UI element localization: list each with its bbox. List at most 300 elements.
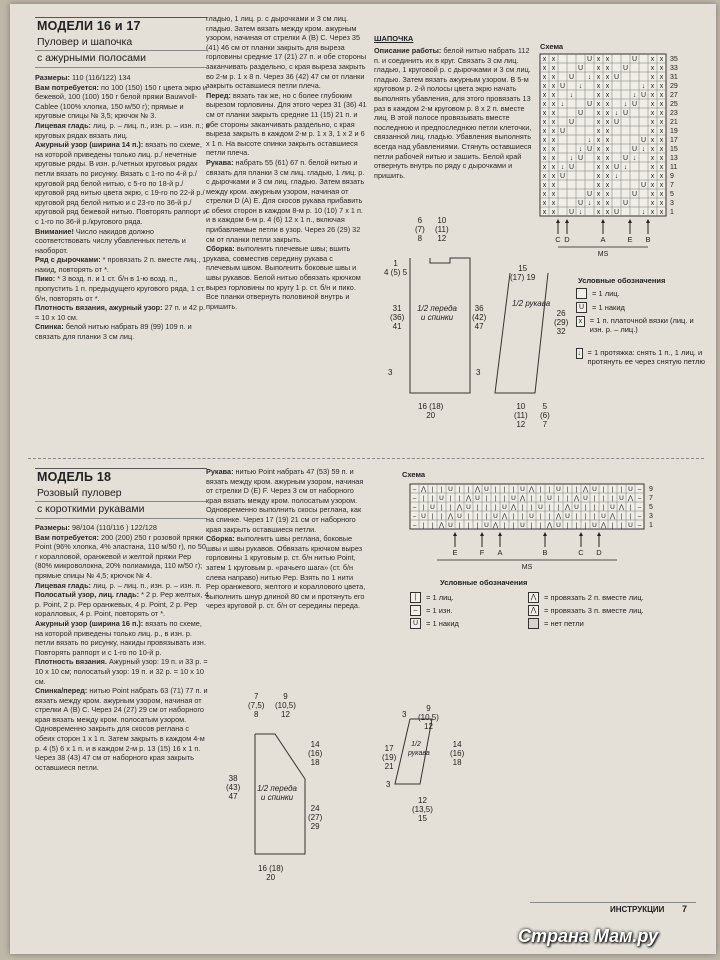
svg-text:x: x — [551, 83, 556, 90]
scheme-18-ms-label: MS — [521, 564, 533, 571]
no-stitch-symbol-icon — [528, 618, 539, 629]
model-16-paragraph: Пико: * 3 возд. п. и 1 ст. б/н в 1-ю возд. п., пропустить 1 п. предыдущего кругового ряда, 1 ст. б/н, повторять от *. — [35, 274, 206, 303]
svg-text:U: U — [493, 513, 498, 520]
svg-text:U: U — [610, 504, 615, 511]
svg-text:|: | — [584, 504, 587, 511]
svg-text:–: – — [637, 522, 642, 529]
page-number: 7 — [682, 904, 688, 914]
svg-text:x: x — [551, 65, 556, 72]
svg-text:⋀: ⋀ — [582, 486, 589, 493]
svg-text:x: x — [650, 209, 655, 216]
p18-bottom: 16 (18) 20 — [258, 864, 284, 882]
svg-text:x: x — [551, 155, 556, 162]
model-16-subtitle-2: с ажурными полосами — [37, 52, 147, 64]
svg-text:U: U — [631, 146, 638, 153]
p16-top1: 6 (7) 8 — [415, 216, 425, 243]
svg-text:x: x — [650, 164, 655, 171]
svg-text:|: | — [485, 513, 488, 520]
svg-text:|: | — [620, 513, 623, 520]
svg-text:|: | — [467, 486, 470, 493]
svg-text:U: U — [622, 155, 629, 162]
model-18-paragraph: Рукава: нитью Point набрать 47 (53) 59 п. и вязать между кром. ажурным узором, начиная от стрелки D (E) F. Через 3 см от наборного края вязать между кром. полосатым узором. Одновременно выполнить скосы реглана, как на спинке. Через 17 (19) 21 см от наборного края закрыть оставшиеся петли. — [206, 467, 364, 534]
model-18-paragraph: Вам потребуется: 200 (200) 250 г розовой пряжи Point (96% хлопка, 4% эластана, 110 м/50 г), по 50 г коралловой, оранжевой и желтой пряжи Pep (80% микроволокна, 20% полиамида, 110 м/50 г); прямые спицы № 4,5; крючок № 4. — [35, 532, 206, 580]
svg-text:|: | — [566, 495, 569, 502]
model-16-paragraph: Перед: вязать так же, но с более глубоким вырезом горловины. Для этого через 31 (36) 41 см от планки закрыть средние 11 (15) 21 п. и обе стороны заканчивать раздельно, с края выреза закрыть в каждом 2-м р. 1 х 3, 1 х 2 и 6 х 1 п. На высоте спинки закрыть оставшиеся петли плеча. — [206, 90, 367, 158]
knit-symbol-icon: | — [410, 592, 421, 603]
svg-text:x: x — [605, 119, 610, 126]
svg-text:↓: ↓ — [641, 146, 646, 153]
scheme-16-arrow-label: D — [564, 235, 570, 244]
scheme-18-arrow-label: F — [479, 548, 485, 557]
svg-text:|: | — [431, 513, 434, 520]
svg-text:|: | — [521, 504, 524, 511]
svg-text:–: – — [412, 495, 417, 502]
svg-text:x: x — [659, 173, 664, 180]
svg-text:x: x — [659, 164, 664, 171]
svg-text:x: x — [596, 101, 601, 108]
svg-text:x: x — [551, 56, 556, 63]
scheme-18-row-number: 5 — [649, 504, 653, 511]
k2tog-symbol-icon: ⋀ — [528, 592, 539, 603]
scheme-16-row-number: 23 — [670, 110, 678, 117]
svg-text:U: U — [586, 146, 593, 153]
svg-text:|: | — [584, 522, 587, 529]
svg-text:U: U — [613, 74, 620, 81]
scheme-16-row-number: 27 — [670, 92, 678, 99]
svg-text:|: | — [611, 486, 614, 493]
svg-text:U: U — [547, 495, 552, 502]
svg-text:⋀: ⋀ — [555, 513, 562, 520]
svg-text:x: x — [650, 191, 655, 198]
svg-text:|: | — [503, 495, 506, 502]
svg-text:U: U — [565, 513, 570, 520]
svg-text:U: U — [577, 200, 584, 207]
model-16-paragraph: Рукава: набрать 55 (61) 67 п. белой нитью и связать для планки 3 см лиц. гладью, 1 лиц. р. с дырочками и 3 см лиц. гладью. Затем вязать между кром. ажурным узором, начиная от стрелки D (А) Е. Для скосов рукава прибавить с обеих сторон в каждом 8-м р. 10 (10) 7 х 1 п. и в каждом 6-м р. 4 (6) 12 х 1 п., включая прибавляемые петли в узор. Через 26 (29) 32 см от планки петли закрыть. — [206, 157, 365, 244]
svg-text:x: x — [605, 173, 610, 180]
p16-sleeve-b1: 10 (11) 12 — [514, 402, 528, 429]
svg-text:U: U — [556, 522, 561, 529]
svg-text:x: x — [605, 200, 610, 207]
svg-text:U: U — [583, 495, 588, 502]
svg-text:|: | — [431, 486, 434, 493]
svg-text:–: – — [412, 522, 417, 529]
svg-text:x: x — [542, 173, 547, 180]
svg-text:U: U — [628, 522, 633, 529]
svg-text:x: x — [596, 92, 601, 99]
svg-text:U: U — [586, 191, 593, 198]
svg-text:↓: ↓ — [623, 101, 628, 108]
scheme-18-row-number: 1 — [649, 522, 653, 529]
svg-text:U: U — [484, 522, 489, 529]
svg-text:|: | — [458, 522, 461, 529]
svg-text:|: | — [539, 513, 542, 520]
scheme-16-arrow-label: B — [645, 235, 651, 244]
svg-text:x: x — [659, 200, 664, 207]
svg-text:x: x — [659, 146, 664, 153]
svg-text:|: | — [575, 522, 578, 529]
p16-sleeve-piece: 1/2 рукава — [512, 299, 551, 308]
legend-16-item-yo: U = 1 накид — [576, 302, 625, 313]
svg-text:x: x — [551, 101, 556, 108]
svg-text:↓: ↓ — [587, 74, 592, 81]
model-16-paragraph: Внимание! Число накидов должно соответствовать числу убавленных петель и наоборот. — [35, 226, 186, 255]
svg-text:U: U — [613, 119, 620, 126]
svg-text:U: U — [484, 486, 489, 493]
legend-18-k2tog: ⋀ = провязать 2 п. вместе лиц. — [528, 592, 644, 603]
svg-text:x: x — [542, 137, 547, 144]
model-18-paragraph: Спинка/перед: нитью Point набрать 63 (71) 77 п. и вязать между кром. ажурным узором, начиная от стрелки А (В) С. Через 24 (27) 29 см от наборного края вязать между кром. полосатым узором. Одновременно закрыть для скосов реглана с обеих сторон 1 х 1 п. Затем закрыть в каждом 4-м р. 4 (5) 6 х 1 п. и в каждом 2-м р. 13 (15) 16 х 1 п. Через 38 (43) 47 см от наборного края закрыть оставшиеся петли. — [35, 686, 208, 772]
svg-text:U: U — [640, 92, 647, 99]
svg-text:x: x — [650, 200, 655, 207]
hat-instructions — [374, 46, 532, 180]
svg-text:|: | — [593, 513, 596, 520]
svg-text:U: U — [448, 486, 453, 493]
svg-text:|: | — [503, 486, 506, 493]
svg-text:x: x — [605, 65, 610, 72]
svg-text:x: x — [551, 137, 556, 144]
scheme-18-title: Схема — [402, 470, 426, 479]
svg-text:x: x — [551, 200, 556, 207]
svg-text:⋀: ⋀ — [618, 504, 625, 511]
svg-text:⋀: ⋀ — [465, 495, 472, 502]
hat-title: ШАПОЧКА — [374, 34, 414, 43]
svg-text:x: x — [542, 191, 547, 198]
scheme-16-row-number: 31 — [670, 74, 678, 81]
svg-text:x: x — [650, 173, 655, 180]
model-16-paragraph: гладью, 1 лиц. р. с дырочками и 3 см лиц. гладью. Затем вязать между кром. ажурным узором, начиная от стрелки А (В) С. Через 35 (41) 46 см от планки закрыть для выреза горловины средние 17 (21) 27 п. и обе стороны заканчивать раздельно, с края выреза закрыть во 2-м р. 1 х 8 п. Через 36 (42) 47 см от планки закрыть оставшиеся петли плеча. — [206, 14, 367, 91]
svg-text:|: | — [431, 495, 434, 502]
svg-text:⋀: ⋀ — [492, 522, 499, 529]
scheme-16-row-number: 29 — [670, 83, 678, 90]
model-18-paragraph: Сборка: выполнить швы реглана, боковые швы и швы рукавов. Обвязать крючком вырез горловины 1 круговым р. ст. б/н нитью Point, затем 1 круговым р. «рачьего шага» (ст. б/н слева направо) нитью Pep. Взять по 1 нити Pep оранжевого, желтого и кораллового цвета, выполнить шнур длиной 80 см и протянуть его через круговой р. ст. б/н от середины переда. — [206, 534, 366, 611]
svg-text:|: | — [530, 522, 533, 529]
svg-text:x: x — [596, 209, 601, 216]
p16-top2: 10 (11) 12 — [435, 216, 449, 243]
svg-text:x: x — [605, 128, 610, 135]
scheme-18-arrow-label: D — [596, 548, 602, 557]
svg-text:↓: ↓ — [569, 155, 574, 162]
model-18-subtitle-1: Розовый пуловер — [37, 487, 122, 499]
model-18-column-2 — [206, 467, 368, 611]
svg-text:x: x — [650, 146, 655, 153]
svg-text:x: x — [596, 146, 601, 153]
svg-text:|: | — [593, 495, 596, 502]
svg-text:⋀: ⋀ — [600, 522, 607, 529]
svg-text:⋀: ⋀ — [519, 495, 526, 502]
p18-sh1: 17 (19) 21 — [382, 744, 397, 771]
svg-text:U: U — [559, 83, 566, 90]
svg-text:x: x — [596, 164, 601, 171]
svg-text:|: | — [503, 522, 506, 529]
model-16-paragraph: Лицевая гладь: лиц. р. – лиц. п., изн. р. – изн. п.; в круговых рядах вязать лиц. — [35, 120, 210, 140]
svg-text:U: U — [556, 486, 561, 493]
svg-text:x: x — [659, 155, 664, 162]
p16-h2: 36 (42) 47 — [472, 304, 487, 331]
scheme-18-arrow-label: A — [497, 548, 503, 557]
p18-sh2: 14 (16) 18 — [450, 740, 465, 767]
p16-sleeve-b2: 5 (6) 7 — [540, 402, 550, 429]
scheme-16-row-number: 17 — [670, 137, 678, 144]
svg-text:x: x — [605, 92, 610, 99]
svg-text:x: x — [542, 56, 547, 63]
svg-text:–: – — [637, 504, 642, 511]
svg-text:x: x — [542, 209, 547, 216]
svg-text:|: | — [557, 495, 560, 502]
svg-text:x: x — [542, 164, 547, 171]
yarn-over-symbol-icon: U — [410, 618, 421, 629]
svg-text:|: | — [611, 495, 614, 502]
model-18-paragraph: Полосатый узор, лиц. гладь: * 2 р. Pep желтых, 4 р. Point, 2 р. Pep оранжевых, 4 р. Point, 2 р. Pep коралловых, 4 р. Point, повторять от *. — [35, 590, 209, 619]
svg-text:U: U — [574, 504, 579, 511]
svg-text:|: | — [476, 522, 479, 529]
svg-text:|: | — [548, 486, 551, 493]
p16-h1: 31 (36) 41 — [390, 304, 405, 331]
slip-pass-symbol-icon: ↓ — [577, 350, 582, 357]
svg-text:↓: ↓ — [623, 164, 628, 171]
svg-text:x: x — [551, 128, 556, 135]
svg-text:|: | — [422, 522, 425, 529]
svg-text:|: | — [602, 504, 605, 511]
svg-text:x: x — [551, 74, 556, 81]
svg-text:|: | — [476, 504, 479, 511]
p18-st1: 3 — [402, 710, 407, 719]
svg-text:|: | — [602, 486, 605, 493]
svg-text:U: U — [559, 128, 566, 135]
svg-text:x: x — [650, 119, 655, 126]
svg-text:⋀: ⋀ — [438, 522, 445, 529]
svg-text:|: | — [530, 495, 533, 502]
scheme-16-row-number: 7 — [670, 182, 674, 189]
svg-text:U: U — [601, 513, 606, 520]
svg-text:|: | — [539, 486, 542, 493]
svg-text:x: x — [659, 209, 664, 216]
svg-text:x: x — [596, 137, 601, 144]
svg-text:x: x — [650, 110, 655, 117]
legend-18-title: Условные обозначения — [440, 578, 528, 587]
svg-text:x: x — [659, 92, 664, 99]
garter-symbol-icon: x — [576, 316, 585, 327]
scheme-16-row-number: 9 — [670, 173, 674, 180]
svg-text:x: x — [605, 209, 610, 216]
model-16-column-2 — [206, 14, 368, 311]
scheme-18-arrow-label: E — [452, 548, 458, 557]
svg-text:⋀: ⋀ — [474, 486, 481, 493]
model-16-title: МОДЕЛИ 16 и 17 — [37, 19, 141, 33]
svg-text:x: x — [650, 128, 655, 135]
model-18-paragraph: Лицевая гладь: лиц. р. – лиц. п., изн. р. – изн. п. — [35, 580, 202, 590]
svg-text:⋀: ⋀ — [564, 504, 571, 511]
svg-text:U: U — [640, 137, 647, 144]
scheme-18-row-number: 7 — [649, 495, 653, 502]
svg-text:x: x — [659, 128, 664, 135]
p16-sleeve-top: 15 (17) 19 — [510, 264, 536, 282]
p18-sb: 12 (13,5) 15 — [412, 796, 433, 823]
svg-text:↓: ↓ — [641, 83, 646, 90]
svg-text:x: x — [551, 146, 556, 153]
svg-text:|: | — [584, 513, 587, 520]
svg-text:x: x — [650, 155, 655, 162]
svg-text:↓: ↓ — [587, 200, 592, 207]
svg-text:U: U — [628, 486, 633, 493]
svg-text:x: x — [542, 65, 547, 72]
svg-text:⋀: ⋀ — [501, 513, 508, 520]
scheme-16-row-number: 11 — [670, 164, 678, 171]
svg-text:x: x — [605, 182, 610, 189]
p18-h2: 14 (16) 18 — [308, 740, 323, 767]
p18-h3: 24 (27) 29 — [308, 804, 323, 831]
svg-text:x: x — [605, 101, 610, 108]
svg-text:|: | — [611, 522, 614, 529]
svg-text:|: | — [512, 486, 515, 493]
svg-text:U: U — [568, 164, 575, 171]
scheme-16-row-number: 35 — [670, 56, 678, 63]
legend-16-title: Условные обозначения — [578, 276, 666, 285]
svg-text:U: U — [421, 513, 426, 520]
model-18-title: МОДЕЛЬ 18 — [37, 470, 112, 484]
p16-sleeve-h: 26 (29) 32 — [554, 309, 569, 336]
magazine-page — [10, 4, 716, 954]
svg-text:U: U — [538, 504, 543, 511]
model-18-paragraph: Ажурный узор (ширина 16 п.): вязать по схеме, на которой приведены только лиц. р., в изн. р. петли вязать по рисунку, накиды провязывать изн. Повторять раппорт и с 1-го по 10-й р. — [35, 618, 206, 657]
p18-h1: 38 (43) 47 — [226, 774, 241, 801]
svg-text:U: U — [577, 110, 584, 117]
model-18-paragraph: Размеры: 98/104 (110/116 ) 122/128 — [35, 523, 157, 532]
svg-text:|: | — [458, 486, 461, 493]
svg-text:↓: ↓ — [560, 101, 565, 108]
svg-text:x: x — [551, 164, 556, 171]
svg-text:|: | — [494, 486, 497, 493]
model-16-paragraph: Спинка: белой нитью набрать 89 (99) 109 п. и связать для планки 3 см лиц. — [35, 322, 192, 342]
svg-text:↓: ↓ — [578, 209, 583, 216]
svg-text:x: x — [542, 101, 547, 108]
svg-text:U: U — [577, 65, 584, 72]
svg-text:|: | — [602, 495, 605, 502]
svg-text:|: | — [485, 504, 488, 511]
svg-text:x: x — [596, 56, 601, 63]
svg-text:U: U — [568, 119, 575, 126]
svg-text:–: – — [412, 486, 417, 493]
svg-text:U: U — [568, 74, 575, 81]
svg-text:|: | — [593, 504, 596, 511]
svg-text:U: U — [520, 486, 525, 493]
svg-text:x: x — [659, 182, 664, 189]
model-16-paragraph: Вам потребуется: по 100 (150) 150 г цвета экрю и бежевой, 100 (100) 150 г белой пряжи Bauwvoll-Cablee (100% хлопка, 150 м/50 г); прямые и круговые спицы № 3,5; крючок № 3. — [35, 82, 207, 121]
legend-18-knit: | = 1 лиц. — [410, 592, 454, 603]
svg-text:|: | — [440, 513, 443, 520]
svg-text:U: U — [466, 504, 471, 511]
pattern-16-body-outline — [410, 258, 470, 393]
svg-text:|: | — [440, 504, 443, 511]
svg-text:↓: ↓ — [614, 173, 619, 180]
svg-text:x: x — [596, 65, 601, 72]
purl-symbol-icon: – — [410, 605, 421, 616]
svg-text:↓: ↓ — [614, 110, 619, 117]
svg-text:U: U — [457, 513, 462, 520]
svg-text:x: x — [605, 83, 610, 90]
svg-text:x: x — [605, 191, 610, 198]
svg-text:|: | — [620, 522, 623, 529]
svg-text:x: x — [596, 182, 601, 189]
legend-16-item-knit: = 1 лиц. — [576, 288, 620, 299]
svg-text:U: U — [622, 65, 629, 72]
svg-text:U: U — [577, 155, 584, 162]
svg-text:↓: ↓ — [560, 164, 565, 171]
svg-text:x: x — [659, 83, 664, 90]
svg-text:x: x — [542, 92, 547, 99]
scheme-16-row-number: 33 — [670, 65, 678, 72]
svg-text:⋀: ⋀ — [510, 504, 517, 511]
svg-text:U: U — [592, 486, 597, 493]
svg-text:⋀: ⋀ — [627, 495, 634, 502]
yarn-over-symbol-icon: U — [576, 302, 587, 313]
svg-text:–: – — [637, 513, 642, 520]
scheme-16-row-number: 15 — [670, 146, 678, 153]
svg-text:–: – — [637, 495, 642, 502]
svg-text:U: U — [631, 56, 638, 63]
p16-left1: 1 4 (5) 5 — [384, 259, 408, 277]
svg-text:U: U — [586, 101, 593, 108]
svg-text:x: x — [650, 137, 655, 144]
svg-text:x: x — [659, 137, 664, 144]
svg-text:x: x — [605, 56, 610, 63]
svg-text:x: x — [542, 128, 547, 135]
p18-s3: 3 — [386, 780, 391, 789]
svg-text:⋀: ⋀ — [420, 486, 427, 493]
svg-text:x: x — [650, 92, 655, 99]
svg-text:U: U — [529, 513, 534, 520]
svg-text:U: U — [640, 182, 647, 189]
svg-text:⋀: ⋀ — [528, 486, 535, 493]
svg-text:|: | — [566, 486, 569, 493]
p16-s3a: 3 — [388, 368, 393, 377]
legend-18-k3tog: ⋀ = провязать 3 п. вместе лиц. — [528, 605, 644, 616]
svg-text:x: x — [605, 146, 610, 153]
scheme-18-row-number: 9 — [649, 486, 653, 493]
svg-text:|: | — [566, 522, 569, 529]
svg-text:x: x — [551, 209, 556, 216]
svg-text:x: x — [542, 119, 547, 126]
svg-text:U: U — [613, 209, 620, 216]
svg-text:|: | — [449, 495, 452, 502]
svg-text:x: x — [542, 110, 547, 117]
svg-text:x: x — [542, 74, 547, 81]
svg-text:↓: ↓ — [578, 146, 583, 153]
scheme-18-row-number: 3 — [649, 513, 653, 520]
p16-piece-label: 1/2 переда и спинки — [417, 304, 457, 322]
svg-text:|: | — [431, 522, 434, 529]
svg-text:|: | — [620, 486, 623, 493]
svg-text:U: U — [430, 504, 435, 511]
p18-spiece: 1/2 рукава — [408, 741, 430, 757]
p18-t1: 7 (7,5) 8 — [248, 692, 265, 719]
scheme-18-arrow-label: B — [542, 548, 548, 557]
svg-text:|: | — [548, 513, 551, 520]
svg-text:|: | — [548, 504, 551, 511]
svg-text:|: | — [494, 504, 497, 511]
svg-text:–: – — [412, 513, 417, 520]
svg-text:|: | — [629, 504, 632, 511]
svg-text:x: x — [605, 74, 610, 81]
svg-text:U: U — [619, 495, 624, 502]
svg-text:U: U — [592, 522, 597, 529]
scheme-18-chart — [400, 480, 670, 576]
svg-text:x: x — [650, 83, 655, 90]
svg-text:x: x — [551, 182, 556, 189]
legend-16-item-garter: x = 1 п. платочной вязки (лиц. и изн. р. – лиц.) — [576, 316, 706, 334]
svg-text:|: | — [458, 495, 461, 502]
scheme-16-arrow-label: C — [555, 235, 561, 244]
model-16-subtitle-1: Пуловер и шапочка — [37, 36, 133, 48]
